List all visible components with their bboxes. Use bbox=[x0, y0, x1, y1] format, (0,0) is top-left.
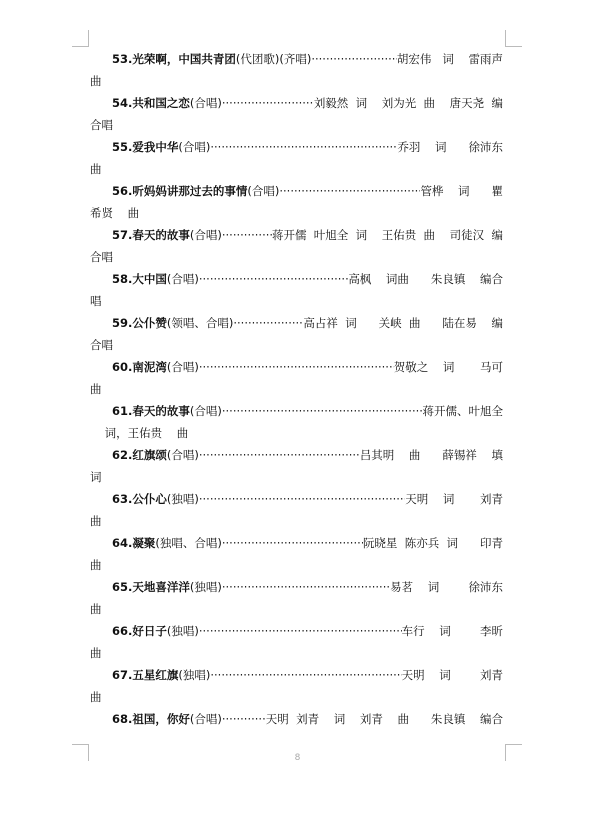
performance-type: (合唱) bbox=[189, 96, 222, 110]
song-entry bbox=[90, 620, 503, 664]
credits-continuation: 合唱 bbox=[90, 250, 113, 264]
song-entry-line bbox=[90, 92, 503, 114]
song-credits: 高枫 词曲 朱良镇 编合 bbox=[348, 272, 503, 286]
performance-type: (独唱) bbox=[178, 668, 211, 682]
song-credits: 乔羽 词 徐沛东 bbox=[397, 140, 503, 154]
credits-continuation: 曲 bbox=[90, 382, 102, 396]
song-entry bbox=[90, 576, 503, 620]
dot-leader bbox=[199, 444, 360, 466]
performance-type: (独唱) bbox=[166, 624, 199, 638]
song-title: 大中国 bbox=[132, 272, 167, 286]
song-number: 53. bbox=[112, 52, 133, 66]
song-number: 64. bbox=[112, 536, 133, 550]
song-entry bbox=[90, 92, 503, 136]
song-entry-line bbox=[90, 620, 503, 642]
song-entry bbox=[90, 532, 503, 576]
song-entry bbox=[90, 312, 503, 356]
song-list bbox=[90, 48, 503, 730]
song-entry bbox=[90, 356, 503, 400]
song-credits: 阮晓星 陈亦兵 词 印青 bbox=[362, 536, 503, 550]
song-credits: 贺敬之 词 马可 bbox=[393, 360, 503, 374]
song-title: 天地喜洋洋 bbox=[132, 580, 190, 594]
song-entry-line bbox=[90, 312, 503, 334]
credits-continuation: 唱 bbox=[90, 294, 102, 308]
dot-leader bbox=[279, 180, 420, 202]
performance-type: (独唱) bbox=[189, 580, 222, 594]
song-number: 65. bbox=[112, 580, 133, 594]
dot-leader bbox=[233, 312, 303, 334]
song-entry-line bbox=[90, 136, 503, 158]
dot-leader bbox=[222, 532, 363, 554]
song-number: 55. bbox=[112, 140, 133, 154]
song-entry bbox=[90, 444, 503, 488]
performance-type: (独唱) bbox=[166, 492, 199, 506]
song-credits: 管桦 词 瞿 bbox=[420, 184, 503, 198]
dot-leader bbox=[210, 136, 397, 158]
song-credits: 蒋开儒 叶旭全 词 王佑贵 曲 司徒汉 编 bbox=[272, 228, 503, 242]
song-number: 54. bbox=[112, 96, 133, 110]
song-number: 58. bbox=[112, 272, 133, 286]
song-title: 南泥湾 bbox=[132, 360, 167, 374]
song-entry bbox=[90, 136, 503, 180]
song-credits: 天明 词 刘青 bbox=[401, 668, 503, 682]
song-entry-line bbox=[90, 48, 503, 70]
performance-type: (合唱) bbox=[189, 228, 222, 242]
song-credits: 刘毅然 词 刘为光 曲 唐天尧 编 bbox=[313, 96, 503, 110]
song-credits: 吕其明 曲 薛锡祥 填 bbox=[359, 448, 503, 462]
song-credits: 天明 词 刘青 bbox=[405, 492, 503, 506]
credits-continuation: 合唱 bbox=[90, 118, 113, 132]
performance-type: (合唱) bbox=[189, 712, 222, 726]
performance-type: (合唱) bbox=[189, 404, 222, 418]
song-entry-line bbox=[90, 180, 503, 202]
credits-continuation: 曲 bbox=[90, 162, 102, 176]
credits-continuation: 曲 bbox=[90, 646, 102, 660]
song-entry bbox=[90, 488, 503, 532]
song-number: 63. bbox=[112, 492, 133, 506]
song-title: 好日子 bbox=[132, 624, 167, 638]
song-title: 光荣啊，中国共青团 bbox=[132, 52, 236, 66]
credits-continuation: 曲 bbox=[90, 602, 102, 616]
song-title: 凝聚 bbox=[132, 536, 156, 550]
song-title: 春天的故事 bbox=[132, 404, 190, 418]
crop-mark-top-right bbox=[505, 30, 522, 47]
song-entry bbox=[90, 708, 503, 730]
page-number: 8 bbox=[294, 753, 301, 763]
song-title: 五星红旗 bbox=[132, 668, 179, 682]
dot-leader bbox=[199, 488, 405, 510]
song-entry-line bbox=[90, 444, 503, 466]
credits-continuation: 词 bbox=[90, 470, 102, 484]
song-title: 听妈妈讲那过去的事情 bbox=[132, 184, 248, 198]
dot-leader bbox=[210, 664, 401, 686]
credits-continuation: 合唱 bbox=[90, 338, 113, 352]
song-title: 公仆赞 bbox=[132, 316, 167, 330]
song-entry-line bbox=[90, 400, 503, 422]
song-entry-line bbox=[90, 576, 503, 598]
performance-type: (代团歌)(齐唱) bbox=[235, 52, 312, 66]
dot-leader bbox=[222, 400, 423, 422]
song-number: 62. bbox=[112, 448, 133, 462]
song-number: 57. bbox=[112, 228, 133, 242]
performance-type: (合唱) bbox=[166, 272, 199, 286]
song-credits: 蒋开儒、叶旭全 bbox=[422, 404, 503, 418]
song-entry-line bbox=[90, 488, 503, 510]
song-credits: 高占祥 词 关峡 曲 陆在易 编 bbox=[303, 316, 503, 330]
song-entry bbox=[90, 664, 503, 708]
dot-leader bbox=[199, 620, 402, 642]
song-entry bbox=[90, 268, 503, 312]
song-credits: 胡宏伟 词 雷雨声 bbox=[396, 52, 503, 66]
song-number: 68. bbox=[112, 712, 133, 726]
song-number: 66. bbox=[112, 624, 133, 638]
song-number: 61. bbox=[112, 404, 133, 418]
song-entry bbox=[90, 180, 503, 224]
dot-leader bbox=[222, 708, 266, 730]
performance-type: (独唱、合唱) bbox=[155, 536, 222, 550]
dot-leader bbox=[311, 48, 397, 70]
song-entry bbox=[90, 48, 503, 92]
dot-leader bbox=[199, 356, 394, 378]
song-title: 祖国，你好 bbox=[132, 712, 190, 726]
song-number: 67. bbox=[112, 668, 133, 682]
song-title: 爱我中华 bbox=[132, 140, 179, 154]
song-credits: 易茗 词 徐沛东 bbox=[390, 580, 503, 594]
song-title: 公仆心 bbox=[132, 492, 167, 506]
song-entry-line bbox=[90, 708, 503, 730]
song-title: 春天的故事 bbox=[132, 228, 190, 242]
song-title: 红旗颂 bbox=[132, 448, 167, 462]
dot-leader bbox=[222, 92, 314, 114]
song-entry bbox=[90, 224, 503, 268]
song-entry-line bbox=[90, 356, 503, 378]
dot-leader bbox=[222, 224, 272, 246]
song-entry-line bbox=[90, 532, 503, 554]
song-number: 60. bbox=[112, 360, 133, 374]
song-credits: 车行 词 李昕 bbox=[401, 624, 503, 638]
song-entry bbox=[90, 400, 503, 444]
credits-continuation: 希贤 曲 bbox=[90, 206, 140, 220]
crop-mark-top-left bbox=[72, 30, 89, 47]
song-credits: 天明 刘青 词 刘青 曲 朱良镇 编合 bbox=[265, 712, 503, 726]
performance-type: (领唱、合唱) bbox=[166, 316, 234, 330]
performance-type: (合唱) bbox=[166, 448, 199, 462]
song-entry-line bbox=[90, 268, 503, 290]
credits-continuation: 曲 bbox=[90, 690, 102, 704]
dot-leader bbox=[199, 268, 348, 290]
song-title: 共和国之恋 bbox=[132, 96, 190, 110]
performance-type: (合唱) bbox=[178, 140, 211, 154]
credits-continuation: 曲 bbox=[90, 514, 102, 528]
song-number: 56. bbox=[112, 184, 133, 198]
performance-type: (合唱) bbox=[166, 360, 199, 374]
performance-type: (合唱) bbox=[247, 184, 280, 198]
song-number: 59. bbox=[112, 316, 133, 330]
credits-continuation: 曲 bbox=[90, 558, 102, 572]
credits-continuation: 词，王佑贵 曲 bbox=[90, 426, 189, 440]
dot-leader bbox=[222, 576, 390, 598]
credits-continuation: 曲 bbox=[90, 74, 102, 88]
song-entry-line bbox=[90, 224, 503, 246]
song-entry-line bbox=[90, 664, 503, 686]
